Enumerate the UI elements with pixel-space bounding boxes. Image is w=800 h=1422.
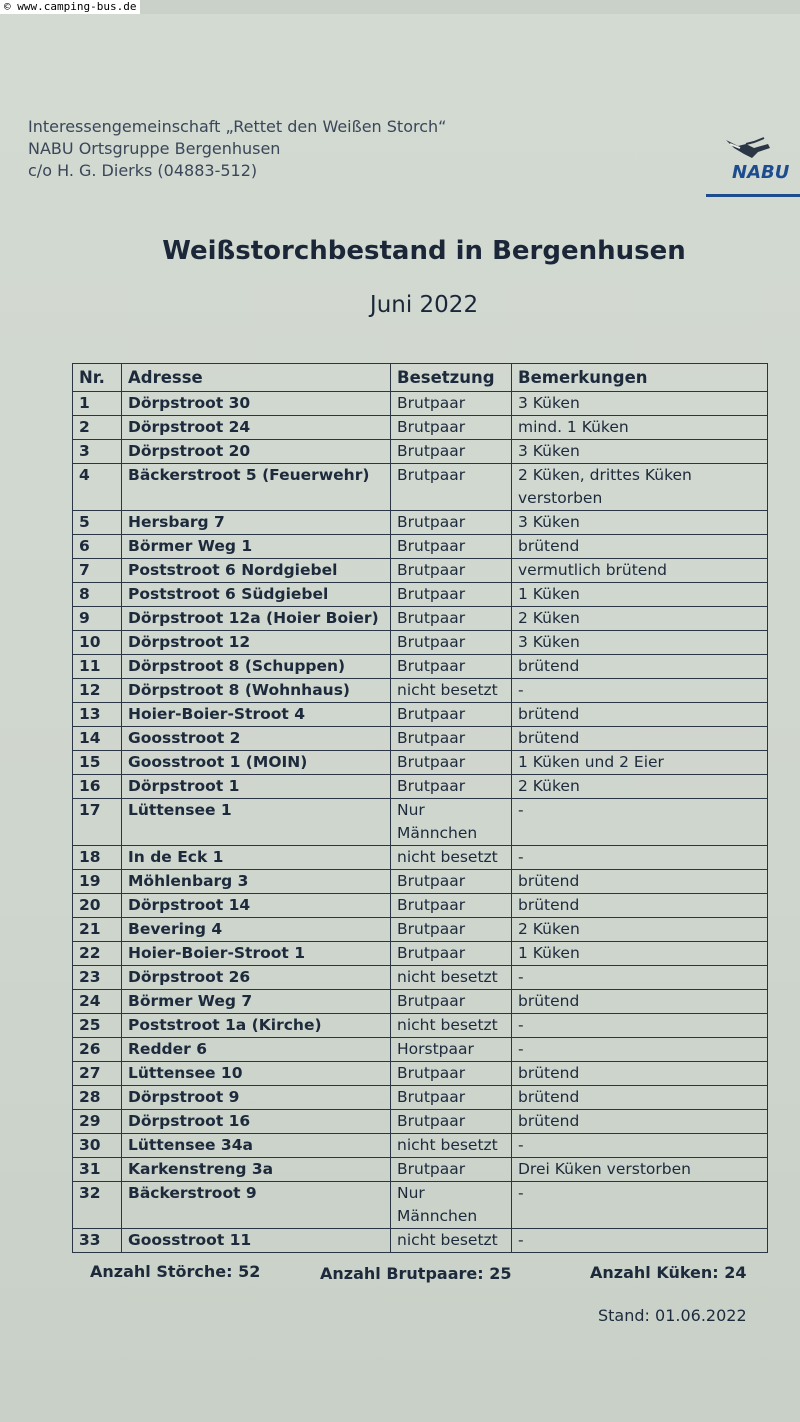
row-bemerkung: mind. 1 Küken — [512, 416, 768, 440]
row-bemerkung: - — [512, 1182, 768, 1229]
header-bemerkungen: Bemerkungen — [512, 364, 768, 392]
row-adresse: Redder 6 — [122, 1038, 391, 1062]
row-besetzung: Brutpaar — [391, 1158, 512, 1182]
row-bemerkung: 3 Küken — [512, 392, 768, 416]
row-nr: 32 — [73, 1182, 122, 1229]
row-besetzung: Brutpaar — [391, 607, 512, 631]
row-nr: 11 — [73, 655, 122, 679]
row-adresse: Dörpstroot 9 — [122, 1086, 391, 1110]
table-row — [73, 655, 768, 679]
row-adresse: Dörpstroot 30 — [122, 392, 391, 416]
table-row — [73, 631, 768, 655]
stork-icon — [724, 134, 772, 164]
row-nr: 33 — [73, 1229, 122, 1253]
table-row — [73, 1038, 768, 1062]
table-body — [73, 392, 768, 1253]
row-besetzung: Brutpaar — [391, 416, 512, 440]
table-row — [73, 535, 768, 559]
row-bemerkung: 3 Küken — [512, 631, 768, 655]
row-nr: 5 — [73, 511, 122, 535]
watermark: © www.camping-bus.de — [0, 0, 140, 14]
row-besetzung: Brutpaar — [391, 990, 512, 1014]
row-bemerkung: - — [512, 966, 768, 990]
row-adresse: Goosstroot 1 (MOIN) — [122, 751, 391, 775]
stork-table — [72, 363, 768, 1253]
row-adresse: Dörpstroot 12 — [122, 631, 391, 655]
table-row — [73, 511, 768, 535]
row-adresse: Bevering 4 — [122, 918, 391, 942]
table-row — [73, 799, 768, 846]
row-besetzung: Brutpaar — [391, 464, 512, 511]
row-nr: 18 — [73, 846, 122, 870]
row-adresse: Bäckerstroot 9 — [122, 1182, 391, 1229]
row-besetzung: Brutpaar — [391, 631, 512, 655]
row-bemerkung: brütend — [512, 727, 768, 751]
table-row — [73, 1182, 768, 1229]
row-nr: 21 — [73, 918, 122, 942]
row-bemerkung: - — [512, 679, 768, 703]
row-adresse: Hoier-Boier-Stroot 1 — [122, 942, 391, 966]
row-besetzung: Brutpaar — [391, 775, 512, 799]
row-nr: 3 — [73, 440, 122, 464]
row-besetzung: nicht besetzt — [391, 1229, 512, 1253]
table-row — [73, 966, 768, 990]
table-row — [73, 1014, 768, 1038]
row-nr: 7 — [73, 559, 122, 583]
nabu-logo-text: NABU — [732, 162, 790, 183]
row-adresse: Hersbarg 7 — [122, 511, 391, 535]
row-adresse: Goosstroot 11 — [122, 1229, 391, 1253]
row-besetzung: Brutpaar — [391, 440, 512, 464]
row-adresse: Hoier-Boier-Stroot 4 — [122, 703, 391, 727]
table-row — [73, 1158, 768, 1182]
row-nr: 10 — [73, 631, 122, 655]
row-bemerkung: - — [512, 1014, 768, 1038]
row-nr: 25 — [73, 1014, 122, 1038]
row-adresse: In de Eck 1 — [122, 846, 391, 870]
page-title: Weißstorchbestand in Bergenhusen — [162, 236, 686, 266]
table-header-row — [73, 364, 768, 392]
row-bemerkung: 2 Küken — [512, 607, 768, 631]
row-adresse: Dörpstroot 14 — [122, 894, 391, 918]
row-besetzung: nicht besetzt — [391, 1014, 512, 1038]
row-besetzung: Brutpaar — [391, 727, 512, 751]
row-bemerkung: brütend — [512, 870, 768, 894]
row-adresse: Dörpstroot 8 (Wohnhaus) — [122, 679, 391, 703]
row-besetzung: Brutpaar — [391, 1110, 512, 1134]
header-adresse: Adresse — [122, 364, 391, 392]
row-bemerkung: - — [512, 846, 768, 870]
row-adresse: Karkenstreng 3a — [122, 1158, 391, 1182]
row-nr: 19 — [73, 870, 122, 894]
row-bemerkung: - — [512, 799, 768, 846]
row-nr: 8 — [73, 583, 122, 607]
row-nr: 17 — [73, 799, 122, 846]
row-nr: 15 — [73, 751, 122, 775]
row-besetzung: Brutpaar — [391, 583, 512, 607]
row-besetzung: Brutpaar — [391, 1086, 512, 1110]
row-adresse: Dörpstroot 26 — [122, 966, 391, 990]
row-besetzung: Brutpaar — [391, 942, 512, 966]
row-bemerkung: brütend — [512, 990, 768, 1014]
header-address — [28, 116, 446, 182]
row-nr: 12 — [73, 679, 122, 703]
row-bemerkung: vermutlich brütend — [512, 559, 768, 583]
table-row — [73, 607, 768, 631]
header-line-1: Interessengemeinschaft „Rettet den Weißen Storch“ — [28, 117, 447, 136]
row-bemerkung: 1 Küken — [512, 942, 768, 966]
row-adresse: Lüttensee 1 — [122, 799, 391, 846]
table-row — [73, 440, 768, 464]
page-subtitle: Juni 2022 — [369, 292, 479, 318]
table-row — [73, 870, 768, 894]
row-adresse: Dörpstroot 24 — [122, 416, 391, 440]
row-besetzung: Nur Männchen — [391, 799, 512, 846]
row-bemerkung: 2 Küken — [512, 918, 768, 942]
row-bemerkung: brütend — [512, 655, 768, 679]
total-breeding-pairs: Anzahl Brutpaare: 25 — [320, 1264, 512, 1283]
row-nr: 13 — [73, 703, 122, 727]
table-row — [73, 990, 768, 1014]
row-bemerkung: brütend — [512, 1062, 768, 1086]
row-bemerkung: - — [512, 1038, 768, 1062]
table-row — [73, 679, 768, 703]
table-row — [73, 559, 768, 583]
row-besetzung: Brutpaar — [391, 751, 512, 775]
row-adresse: Goosstroot 2 — [122, 727, 391, 751]
row-adresse: Bäckerstroot 5 (Feuerwehr) — [122, 464, 391, 511]
row-nr: 4 — [73, 464, 122, 511]
row-nr: 22 — [73, 942, 122, 966]
table-row — [73, 1110, 768, 1134]
row-bemerkung: - — [512, 1134, 768, 1158]
total-chicks: Anzahl Küken: 24 — [590, 1263, 747, 1282]
row-adresse: Möhlenbarg 3 — [122, 870, 391, 894]
table-row — [73, 775, 768, 799]
row-besetzung: nicht besetzt — [391, 679, 512, 703]
table-row — [73, 942, 768, 966]
row-bemerkung: 2 Küken, drittes Küken verstorben — [512, 464, 768, 511]
table-row — [73, 1086, 768, 1110]
total-storks: Anzahl Störche: 52 — [90, 1262, 261, 1281]
row-besetzung: nicht besetzt — [391, 966, 512, 990]
row-besetzung: Brutpaar — [391, 511, 512, 535]
row-besetzung: Nur Männchen — [391, 1182, 512, 1229]
row-besetzung: nicht besetzt — [391, 1134, 512, 1158]
row-adresse: Poststroot 1a (Kirche) — [122, 1014, 391, 1038]
row-adresse: Lüttensee 34a — [122, 1134, 391, 1158]
row-besetzung: Brutpaar — [391, 918, 512, 942]
header-line-2: NABU Ortsgruppe Bergenhusen — [28, 139, 281, 158]
row-nr: 20 — [73, 894, 122, 918]
row-besetzung: Brutpaar — [391, 655, 512, 679]
row-nr: 27 — [73, 1062, 122, 1086]
row-adresse: Dörpstroot 8 (Schuppen) — [122, 655, 391, 679]
header-line-3: c/o H. G. Dierks (04883-512) — [28, 161, 258, 180]
row-besetzung: Brutpaar — [391, 870, 512, 894]
row-besetzung: Brutpaar — [391, 703, 512, 727]
table-row — [73, 1062, 768, 1086]
table-row — [73, 416, 768, 440]
header-nr: Nr. — [73, 364, 122, 392]
table-row — [73, 894, 768, 918]
table-row — [73, 1229, 768, 1253]
table-row — [73, 703, 768, 727]
row-nr: 26 — [73, 1038, 122, 1062]
table-row — [73, 727, 768, 751]
row-nr: 6 — [73, 535, 122, 559]
row-bemerkung: 1 Küken und 2 Eier — [512, 751, 768, 775]
row-nr: 30 — [73, 1134, 122, 1158]
row-bemerkung: 3 Küken — [512, 511, 768, 535]
header-besetzung: Besetzung — [391, 364, 512, 392]
row-nr: 16 — [73, 775, 122, 799]
row-bemerkung: brütend — [512, 1086, 768, 1110]
row-adresse: Lüttensee 10 — [122, 1062, 391, 1086]
row-nr: 24 — [73, 990, 122, 1014]
row-adresse: Dörpstroot 12a (Hoier Boier) — [122, 607, 391, 631]
row-adresse: Dörpstroot 1 — [122, 775, 391, 799]
row-adresse: Poststroot 6 Südgiebel — [122, 583, 391, 607]
row-besetzung: Brutpaar — [391, 1062, 512, 1086]
row-nr: 1 — [73, 392, 122, 416]
row-bemerkung: brütend — [512, 703, 768, 727]
row-bemerkung: 2 Küken — [512, 775, 768, 799]
row-nr: 29 — [73, 1110, 122, 1134]
table-row — [73, 751, 768, 775]
stand-date: Stand: 01.06.2022 — [598, 1306, 747, 1325]
logo-underline — [706, 194, 800, 197]
row-bemerkung: Drei Küken verstorben — [512, 1158, 768, 1182]
row-nr: 9 — [73, 607, 122, 631]
row-bemerkung: 3 Küken — [512, 440, 768, 464]
row-adresse: Dörpstroot 20 — [122, 440, 391, 464]
row-besetzung: Horstpaar — [391, 1038, 512, 1062]
table-row — [73, 583, 768, 607]
row-bemerkung: brütend — [512, 894, 768, 918]
notice-sheet — [0, 14, 800, 1422]
row-adresse: Poststroot 6 Nordgiebel — [122, 559, 391, 583]
row-adresse: Börmer Weg 1 — [122, 535, 391, 559]
row-bemerkung: brütend — [512, 1110, 768, 1134]
row-nr: 28 — [73, 1086, 122, 1110]
row-adresse: Börmer Weg 7 — [122, 990, 391, 1014]
table-row — [73, 1134, 768, 1158]
table-row — [73, 846, 768, 870]
row-besetzung: Brutpaar — [391, 535, 512, 559]
row-nr: 23 — [73, 966, 122, 990]
row-bemerkung: - — [512, 1229, 768, 1253]
row-besetzung: Brutpaar — [391, 894, 512, 918]
row-besetzung: nicht besetzt — [391, 846, 512, 870]
row-nr: 2 — [73, 416, 122, 440]
nabu-logo — [702, 132, 800, 202]
row-besetzung: Brutpaar — [391, 559, 512, 583]
table-row — [73, 464, 768, 511]
row-bemerkung: brütend — [512, 535, 768, 559]
row-besetzung: Brutpaar — [391, 392, 512, 416]
row-nr: 14 — [73, 727, 122, 751]
table-row — [73, 918, 768, 942]
row-bemerkung: 1 Küken — [512, 583, 768, 607]
row-nr: 31 — [73, 1158, 122, 1182]
row-adresse: Dörpstroot 16 — [122, 1110, 391, 1134]
table-row — [73, 392, 768, 416]
